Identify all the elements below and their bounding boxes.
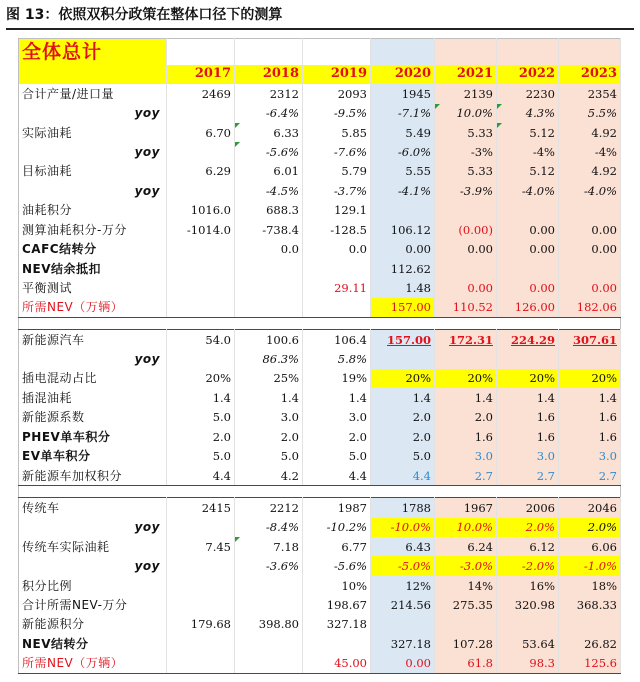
value-cell: 18% [559,576,621,595]
value-cell: 6.77 [303,537,371,556]
value-cell: -5.0% [371,556,435,575]
value-cell [167,518,235,537]
value-cell: -6.4% [235,104,303,123]
value-cell: 5.55 [371,162,435,181]
value-cell: 5.0 [167,446,235,465]
value-cell: 4.4 [167,466,235,486]
value-cell: 2046 [559,498,621,518]
value-cell: 106.12 [371,220,435,239]
value-cell: 6.24 [435,537,497,556]
value-cell: 368.33 [559,595,621,614]
value-cell: 2.0 [435,408,497,427]
value-cell: 1016.0 [167,201,235,220]
year-cell: 2018 [235,65,303,84]
value-cell: 182.06 [559,298,621,318]
value-cell: 0.00 [559,278,621,297]
value-cell: 1967 [435,498,497,518]
value-cell: 2.7 [435,466,497,486]
year-cell: 2022 [497,65,559,84]
value-cell [167,595,235,614]
value-cell: 14% [435,576,497,595]
row-label: 传统车 [19,498,167,518]
value-cell [235,653,303,673]
value-cell: 26.82 [559,634,621,653]
row-label: 所需NEV（万辆） [19,653,167,673]
value-cell: 29.11 [303,278,371,297]
value-cell: -4.0% [559,181,621,200]
table-row [19,104,621,123]
value-cell: 1.4 [167,388,235,407]
table-row [19,595,621,614]
table-row [19,388,621,407]
value-cell: 6.70 [167,123,235,142]
table-row [19,466,621,486]
value-cell [235,576,303,595]
value-cell: 61.8 [435,653,497,673]
value-cell: 1.6 [559,408,621,427]
value-cell: 2312 [235,84,303,103]
value-cell: 2093 [303,84,371,103]
value-cell: 112.62 [371,259,435,278]
table-row [19,181,621,200]
value-cell: 5.79 [303,162,371,181]
value-cell: 10.0% [435,104,497,123]
value-cell [167,259,235,278]
value-cell [235,595,303,614]
value-cell: 10.0% [435,518,497,537]
row-label: yoy [19,349,167,368]
table-row [19,615,621,634]
value-cell: 1.4 [371,388,435,407]
value-cell: -3% [435,142,497,161]
value-cell: 0.0 [303,239,371,258]
value-cell: 45.00 [303,653,371,673]
value-cell [559,349,621,368]
table-row [19,446,621,465]
value-cell: -128.5 [303,220,371,239]
value-cell: 1.6 [559,427,621,446]
section-gap [19,486,621,498]
table-row [19,278,621,297]
value-cell [497,201,559,220]
value-cell: 54.0 [167,329,235,349]
value-cell: (0.00) [435,220,497,239]
value-cell: 7.18 [235,537,303,556]
value-cell [167,634,235,653]
year-cell: 2021 [435,65,497,84]
value-cell: 327.18 [303,615,371,634]
value-cell: 157.00 [371,329,435,349]
value-cell: -9.5% [303,104,371,123]
table-row [19,537,621,556]
value-cell: 6.12 [497,537,559,556]
value-cell [371,615,435,634]
table-row [19,556,621,575]
value-cell [435,201,497,220]
value-cell: 1.6 [497,427,559,446]
table-row [19,162,621,181]
value-cell: -4% [559,142,621,161]
value-cell: 129.1 [303,201,371,220]
value-cell: 3.0 [235,408,303,427]
section-gap [19,318,621,330]
value-cell: 5.5% [559,104,621,123]
value-cell: 6.43 [371,537,435,556]
row-label: 所需NEV（万辆） [19,298,167,318]
value-cell: 12% [371,576,435,595]
row-label: yoy [19,142,167,161]
value-cell: 2230 [497,84,559,103]
row-label: EV单车积分 [19,446,167,465]
value-cell: 0.00 [559,239,621,258]
value-cell: 1.4 [435,388,497,407]
table-row [19,576,621,595]
value-cell [167,142,235,161]
value-cell [303,259,371,278]
table-row [19,142,621,161]
row-label: 目标油耗 [19,162,167,181]
value-cell: 0.00 [497,239,559,258]
value-cell: -1014.0 [167,220,235,239]
row-label: 测算油耗积分-万分 [19,220,167,239]
value-cell: 1.6 [435,427,497,446]
value-cell: 275.35 [435,595,497,614]
value-cell [497,259,559,278]
value-cell [167,349,235,368]
value-cell: 2.0 [167,427,235,446]
value-cell: 106.4 [303,329,371,349]
value-cell: 4.4 [371,466,435,486]
value-cell: -6.0% [371,142,435,161]
value-cell: 20% [371,369,435,388]
value-cell: 1.4 [559,388,621,407]
value-cell: 1945 [371,84,435,103]
value-cell: 0.00 [559,220,621,239]
value-cell [497,615,559,634]
value-cell: -7.1% [371,104,435,123]
row-label: 合计所需NEV-万分 [19,595,167,614]
value-cell: 4.3% [497,104,559,123]
value-cell: 125.6 [559,653,621,673]
value-cell: -5.6% [303,556,371,575]
value-cell: 2469 [167,84,235,103]
value-cell: 107.28 [435,634,497,653]
value-cell: -10.2% [303,518,371,537]
value-cell [371,349,435,368]
row-label: yoy [19,518,167,537]
value-cell: 20% [167,369,235,388]
row-label: 合计产量/进口量 [19,84,167,103]
row-label: 新能源积分 [19,615,167,634]
value-cell: 6.06 [559,537,621,556]
table-row [19,349,621,368]
value-cell: 86.3% [235,349,303,368]
value-cell [559,259,621,278]
value-cell: 5.33 [435,162,497,181]
value-cell: 19% [303,369,371,388]
value-cell: 5.0 [235,446,303,465]
value-cell: 25% [235,369,303,388]
value-cell: 16% [497,576,559,595]
value-cell: 20% [559,369,621,388]
header-title-row [19,39,621,65]
value-cell: 0.00 [497,220,559,239]
value-cell: 688.3 [235,201,303,220]
value-cell: 179.68 [167,615,235,634]
value-cell: 307.61 [559,329,621,349]
value-cell: 4.92 [559,123,621,142]
value-cell: 214.56 [371,595,435,614]
value-cell: 2354 [559,84,621,103]
value-cell: -7.6% [303,142,371,161]
value-cell [167,298,235,318]
row-label: 积分比例 [19,576,167,595]
value-cell: -738.4 [235,220,303,239]
value-cell: -3.9% [435,181,497,200]
table-row [19,201,621,220]
value-cell: 172.31 [435,329,497,349]
value-cell: 4.2 [235,466,303,486]
table-row [19,518,621,537]
value-cell [167,181,235,200]
value-cell: -10.0% [371,518,435,537]
value-cell: 10% [303,576,371,595]
value-cell: 4.4 [303,466,371,486]
value-cell: 0.0 [235,239,303,258]
value-cell: 6.33 [235,123,303,142]
value-cell: 5.8% [303,349,371,368]
value-cell: 224.29 [497,329,559,349]
row-label: yoy [19,104,167,123]
value-cell: -2.0% [497,556,559,575]
value-cell: -4% [497,142,559,161]
value-cell: 2415 [167,498,235,518]
value-cell: 2.0 [303,427,371,446]
row-label: 传统车实际油耗 [19,537,167,556]
row-label: 实际油耗 [19,123,167,142]
row-label: 新能源车加权积分 [19,466,167,486]
table-row [19,329,621,349]
table-row [19,498,621,518]
value-cell: 3.0 [435,446,497,465]
value-cell: 327.18 [371,634,435,653]
value-cell: 1788 [371,498,435,518]
value-cell: 3.0 [303,408,371,427]
table-row [19,239,621,258]
value-cell: 2006 [497,498,559,518]
value-cell: 1.4 [303,388,371,407]
value-cell: 100.6 [235,329,303,349]
value-cell [235,259,303,278]
value-cell: 20% [435,369,497,388]
value-cell: 2.0 [371,408,435,427]
value-cell: 320.98 [497,595,559,614]
table-row [19,369,621,388]
value-cell: 2.0% [559,518,621,537]
row-label: 新能源汽车 [19,329,167,349]
calculation-table [18,38,621,674]
value-cell [371,201,435,220]
value-cell: -1.0% [559,556,621,575]
value-cell: 110.52 [435,298,497,318]
row-label: NEV结余抵扣 [19,259,167,278]
table-row [19,634,621,653]
table-row [19,123,621,142]
value-cell: -4.0% [497,181,559,200]
row-label: 平衡测试 [19,278,167,297]
value-cell: -4.5% [235,181,303,200]
value-cell: 7.45 [167,537,235,556]
year-header-row [19,65,621,84]
value-cell: -8.4% [235,518,303,537]
table-row [19,653,621,673]
value-cell: 1.4 [235,388,303,407]
value-cell [435,259,497,278]
value-cell [167,556,235,575]
value-cell: 2.0 [371,427,435,446]
value-cell: 0.00 [371,653,435,673]
row-label: 油耗积分 [19,201,167,220]
section-title: 全体总计 [19,39,167,65]
value-cell: 5.85 [303,123,371,142]
value-cell: 398.80 [235,615,303,634]
year-cell: 2019 [303,65,371,84]
value-cell [167,104,235,123]
value-cell [435,615,497,634]
value-cell [497,349,559,368]
value-cell: 3.0 [497,446,559,465]
value-cell: 0.00 [371,239,435,258]
value-cell: 2.0% [497,518,559,537]
value-cell [435,349,497,368]
value-cell: 2212 [235,498,303,518]
value-cell [167,239,235,258]
year-cell: 2023 [559,65,621,84]
value-cell: 5.0 [167,408,235,427]
value-cell [167,278,235,297]
value-cell [167,653,235,673]
value-cell: -3.7% [303,181,371,200]
table-row [19,408,621,427]
value-cell: 6.01 [235,162,303,181]
value-cell [235,298,303,318]
value-cell [235,634,303,653]
value-cell: -4.1% [371,181,435,200]
row-label: PHEV单车积分 [19,427,167,446]
table-row [19,427,621,446]
value-cell: 0.00 [435,239,497,258]
row-label: 插电混动占比 [19,369,167,388]
value-cell: 198.67 [303,595,371,614]
table-row [19,298,621,318]
table-row [19,84,621,103]
value-cell: 1.4 [497,388,559,407]
value-cell [167,576,235,595]
value-cell [559,201,621,220]
table-row [19,259,621,278]
row-label: CAFC结转分 [19,239,167,258]
value-cell: 0.00 [497,278,559,297]
row-label: 新能源系数 [19,408,167,427]
value-cell: 5.0 [303,446,371,465]
value-cell [303,298,371,318]
value-cell [235,278,303,297]
row-label: yoy [19,181,167,200]
value-cell: 2.0 [235,427,303,446]
row-label: 插混油耗 [19,388,167,407]
value-cell: -5.6% [235,142,303,161]
value-cell: -3.0% [435,556,497,575]
value-cell: 3.0 [559,446,621,465]
value-cell: -3.6% [235,556,303,575]
value-cell: 98.3 [497,653,559,673]
value-cell: 5.12 [497,162,559,181]
value-cell: 5.12 [497,123,559,142]
value-cell: 5.0 [371,446,435,465]
year-cell: 2017 [167,65,235,84]
year-cell: 2020 [371,65,435,84]
value-cell: 2.7 [497,466,559,486]
value-cell: 126.00 [497,298,559,318]
value-cell: 1987 [303,498,371,518]
value-cell: 53.64 [497,634,559,653]
value-cell: 6.29 [167,162,235,181]
value-cell: 5.33 [435,123,497,142]
value-cell: 1.6 [497,408,559,427]
row-label: NEV结转分 [19,634,167,653]
value-cell: 20% [497,369,559,388]
table-row [19,220,621,239]
value-cell [303,634,371,653]
value-cell: 1.48 [371,278,435,297]
value-cell: 4.92 [559,162,621,181]
figure-title: 图 13：依照双积分政策在整体口径下的测算 [6,2,634,30]
value-cell: 2.7 [559,466,621,486]
value-cell: 157.00 [371,298,435,318]
value-cell: 5.49 [371,123,435,142]
row-label: yoy [19,556,167,575]
value-cell: 0.00 [435,278,497,297]
value-cell [559,615,621,634]
value-cell: 2139 [435,84,497,103]
